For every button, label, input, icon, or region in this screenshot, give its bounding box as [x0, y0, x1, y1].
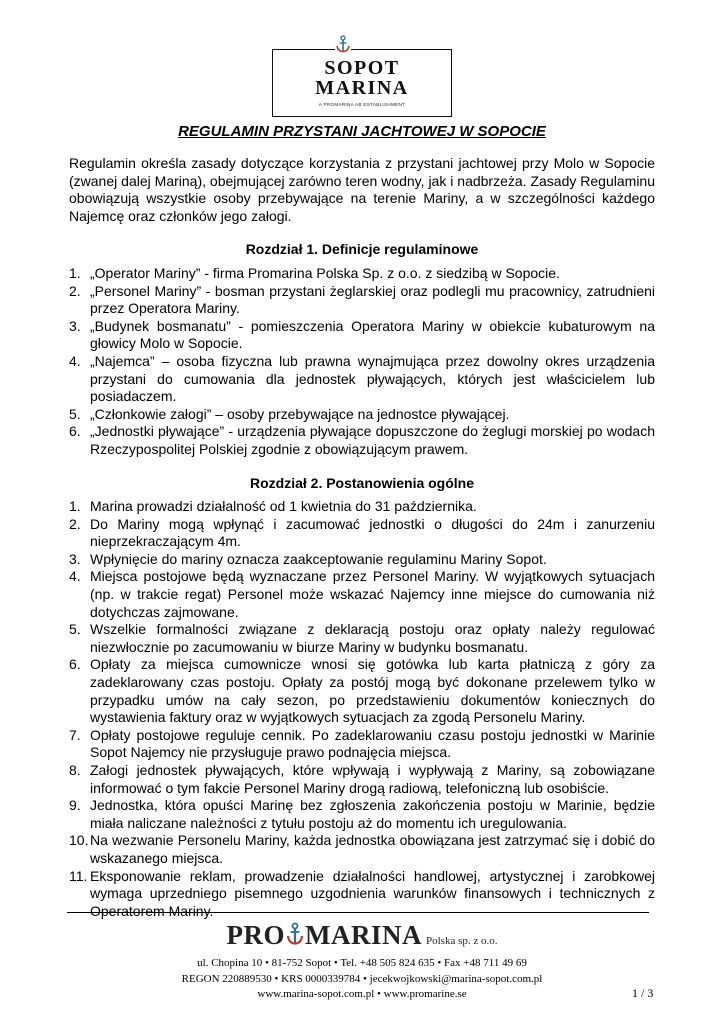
- footer-address: ul. Chopina 10 • 81-752 Sopot • Tel. +48 505 824 635 • Fax +48 711 49 69: [197, 957, 527, 969]
- brand-right: MARINA: [305, 920, 422, 950]
- logo-tagline: A PROMARINA AB ESTABLISHMENT: [318, 102, 406, 107]
- sopot-marina-logo: [272, 49, 452, 117]
- list-item: 2. Do Mariny mogą wpłynąć i zacumować jednostki o długości do 24m i zanurzeniu nieprzekraczającym 4m.: [69, 515, 655, 550]
- list-item: 9. Jednostka, która opuści Marinę bez zgłoszenia zakończenia postoju w Marinie, będzie miała naliczane należności z tytułu postoju aż do momentu ich uregulowania.: [69, 797, 655, 831]
- document-title: REGULAMIN PRZYSTANI JACHTOWEJ W SOPOCIE: [178, 123, 546, 140]
- list-item: 4. Miejsca postojowe będą wyznaczane przez Personel Mariny. W wyjątkowych sytuacjach (np. w trakcie regat) Personel może wskazać Najemcy inne miejsce do cumowania niż dotychczas zajmowane.: [69, 568, 655, 620]
- brand-suffix: Polska sp. z o.o.: [426, 935, 498, 947]
- list-item: 3. „Budynek bosmanatu” - pomieszczenia Operatora Mariny w obiekcie kubaturowym na głowicy Molo w Sopocie.: [69, 317, 655, 352]
- list-item: 2. „Personel Mariny” - bosman przystani żeglarskiej oraz podlegli mu pracownicy, zatrudnieni przez Operatora Mariny.: [69, 282, 655, 317]
- list-item: 1. „Operator Mariny” - firma Promarina Polska Sp. z o.o. z siedzibą w Sopocie.: [69, 264, 560, 281]
- anchor-icon: [335, 35, 351, 53]
- brand-left: PRO: [226, 920, 285, 950]
- footer-divider: [67, 912, 649, 913]
- chapter-1-list: [69, 265, 655, 459]
- footer: [0, 920, 724, 1003]
- footer-web: www.marina-sopot.com.pl • www.promarine.se: [257, 988, 467, 1000]
- anchor-icon: [286, 922, 304, 946]
- list-item: 6. Opłaty za miejsca cumownicze wnosi się gotówka lub karta płatniczą z góry za zadeklarowany czas postoju. Opłaty za postój mogą być dokonane przelewem tylko w przypadku umów na cały sezon, po przedstawieniu dokumentów koniecznych do wystawienia faktury oraz w wyjątkowych sytuacjach za zgodą Personelu Mariny.: [69, 656, 655, 726]
- regulations-body: [69, 155, 655, 920]
- promarina-brand: [0, 920, 724, 956]
- footer-registry: REGON 220889530 • KRS 0000339784 • jecekwojkowski@marina-sopot.com.pl: [181, 972, 543, 985]
- intro-paragraph: Regulamin określa zasady dotyczące korzystania z przystani jachtowej przy Molo w Sopocie (zwanej dalej Mariną), obejmującej zarówno teren wodny, jak i nadbrzeża. Zasady Regulaminu obowiązują wszystkie osoby przebywające na terenie Mariny, a w szczególności każdego Najemcę oraz członków jego załogi.: [69, 155, 655, 224]
- logo-line-2: MARINA: [315, 77, 409, 99]
- list-item: 4. „Najemca” – osoba fizyczna lub prawna wynajmująca przez dowolny okres urządzenia przystani do cumowania dla jednostek pływających, których jest właścicielem lub posiadaczem.: [69, 352, 655, 405]
- chapter-1-heading: Rozdział 1. Definicje regulaminowe: [245, 241, 479, 258]
- list-item: 5. Wszelkie formalności związane z deklaracją postoju oraz opłaty należy regulować niezwłocznie po zacumowaniu w biurze Mariny w budynku bosmanatu.: [69, 621, 655, 655]
- list-item: 3. Wpłynięcie do mariny oznacza zaakceptowanie regulaminu Mariny Sopot.: [69, 550, 547, 567]
- chapter-2-list: [69, 498, 655, 920]
- list-item: 10. Na wezwanie Personelu Mariny, każda jednostka obowiązana jest zatrzymać się i dobić do wskazanego miejsca.: [69, 832, 655, 866]
- list-item: 6. „Jednostki pływające” - urządzenia pływające dopuszczone do żeglugi morskiej po wodach Rzeczypospolitej Polskiej zgodnie z obowiązującym prawem.: [69, 423, 655, 457]
- list-item: 11. Eksponowanie reklam, prowadzenie działalności handlowej, artystycznej i zarobkowej wymaga uprzedniego pisemnego uzgodnienia warunków finansowych i technicznych z Operatorem Mariny.: [69, 867, 655, 919]
- chapter-2-heading: Rozdział 2. Postanowienia ogólne: [249, 474, 475, 491]
- logo-line-1: SOPOT: [324, 57, 400, 79]
- list-item: 5. „Członkowie załogi” – osoby przebywające na jednostce pływającej.: [69, 405, 510, 422]
- list-item: 8. Załogi jednostek pływających, które wpływają i wypływają z Mariny, są zobowiązane informować o tym fakcie Personel Mariny drogą radiową, telefoniczną lub osobiście.: [69, 762, 655, 796]
- list-item: 1. Marina prowadzi działalność od 1 kwietnia do 31 października.: [69, 498, 477, 515]
- list-item: 7. Opłaty postojowe reguluje cennik. Po zadeklarowaniu czasu postoju jednostki w Marinie Sopot Najemcy nie przysługuje prawo podnajęcia miejsca.: [69, 726, 655, 761]
- page-number: 1 / 3: [632, 986, 654, 1000]
